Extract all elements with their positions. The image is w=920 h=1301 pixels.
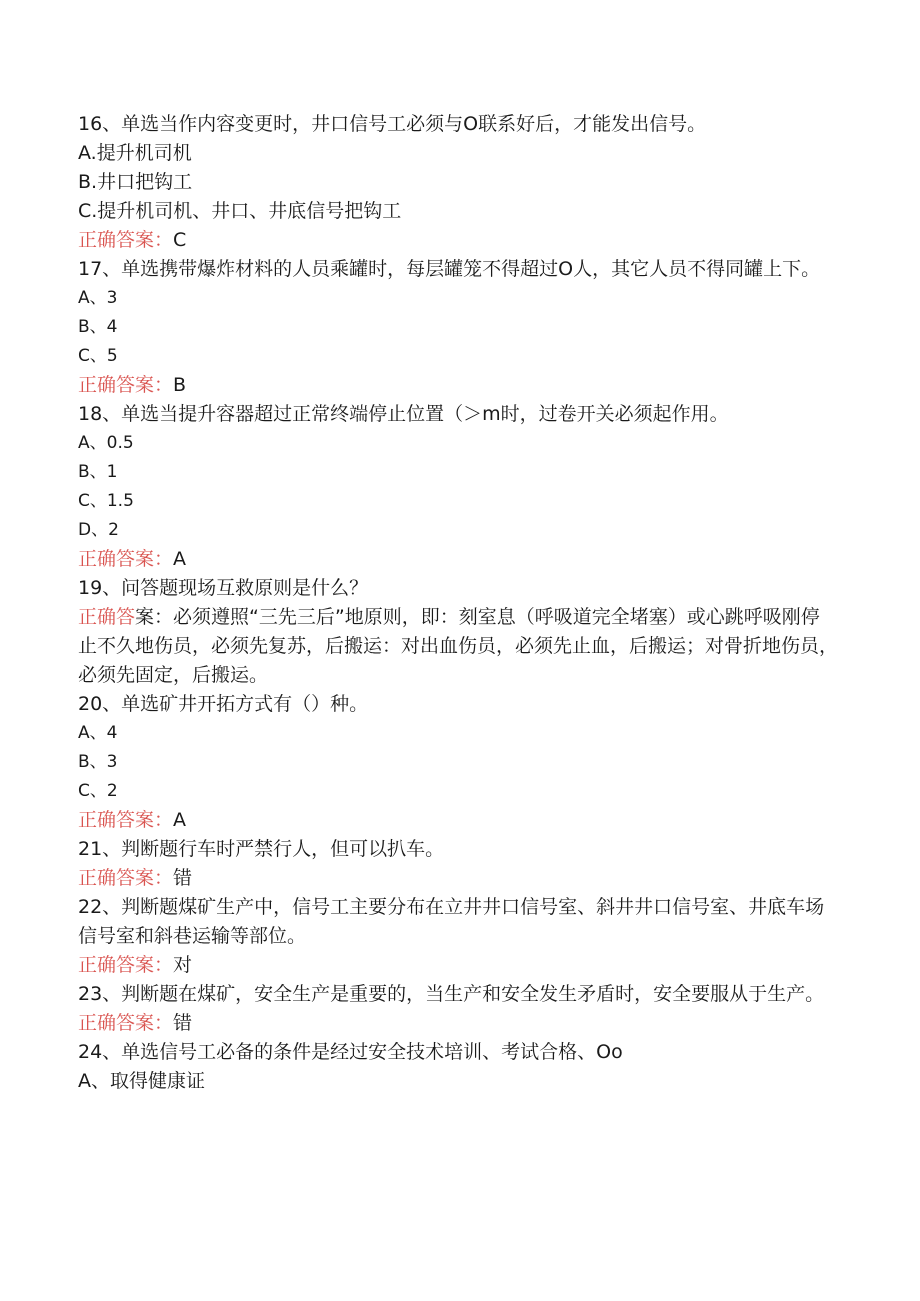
option-c: C、1.5 xyxy=(78,491,134,511)
question-20 xyxy=(78,690,838,835)
question-21 xyxy=(78,835,838,893)
option-b: B、1 xyxy=(78,462,118,482)
question-23 xyxy=(78,980,838,1038)
question-stem: 23、判断题在煤矿，安全生产是重要的，当生产和安全发生矛盾时，安全要服从于生产。 xyxy=(78,983,825,1005)
answer-line xyxy=(78,603,838,690)
question-stem: 20、单选矿井开拓方式有（）种。 xyxy=(78,693,369,715)
question-stem: 17、单选携带爆炸材料的人员乘罐时，每层罐笼不得超过O人，其它人员不得同罐上下。 xyxy=(78,258,821,280)
answer-label: 正确答案： xyxy=(78,548,174,570)
option-c: C、2 xyxy=(78,781,118,801)
question-17 xyxy=(78,255,838,400)
option-a: A、0.5 xyxy=(78,433,134,453)
answer-line xyxy=(78,806,838,835)
answer-value: A xyxy=(173,548,187,570)
option-b: B、4 xyxy=(78,317,118,337)
question-16 xyxy=(78,110,838,255)
answer-line xyxy=(78,371,838,400)
option-d: D、2 xyxy=(78,520,119,540)
answer-value: 对 xyxy=(173,954,193,976)
option-b: B、3 xyxy=(78,752,118,772)
option-a: A.提升机司机 xyxy=(78,142,192,164)
answer-label: 正确答案： xyxy=(78,374,174,396)
answer-value: 错 xyxy=(173,1012,193,1034)
question-24 xyxy=(78,1038,838,1096)
option-b: B.井口把钩工 xyxy=(78,171,193,193)
answer-label: 正确答案： xyxy=(78,1012,174,1034)
answer-label: 正确答 xyxy=(78,606,136,628)
option-c: C、5 xyxy=(78,346,118,366)
answer-line xyxy=(78,226,838,255)
answer-label: 正确答案： xyxy=(78,229,174,251)
answer-label: 正确答案： xyxy=(78,867,174,889)
answer-label: 正确答案： xyxy=(78,954,174,976)
question-stem: 22、判断题煤矿生产中，信号工主要分布在立井井口信号室、斜井井口信号室、井底车场信号室和斜巷运输等部位。 xyxy=(78,896,825,947)
question-19 xyxy=(78,574,838,690)
answer-line xyxy=(78,951,838,980)
question-18 xyxy=(78,400,838,574)
answer-line xyxy=(78,864,838,893)
option-a: A、3 xyxy=(78,288,118,308)
answer-value: 错 xyxy=(173,867,193,889)
question-stem: 21、判断题行车时严禁行人，但可以扒车。 xyxy=(78,838,445,860)
question-stem: 18、单选当提升容器超过正常终端停止位置（＞m时，过卷开关必须起作用。 xyxy=(78,403,729,425)
answer-value: A xyxy=(173,809,187,831)
answer-label: 正确答案： xyxy=(78,809,174,831)
option-a: A、取得健康证 xyxy=(78,1070,205,1092)
document-page xyxy=(78,110,838,1096)
answer-value: B xyxy=(173,374,187,396)
option-a: A、4 xyxy=(78,723,118,743)
option-c: C.提升机司机、井口、井底信号把钩工 xyxy=(78,200,402,222)
answer-value: C xyxy=(173,229,187,251)
question-stem: 24、单选信号工必备的条件是经过安全技术培训、考试合格、Oo xyxy=(78,1041,623,1063)
answer-value: 案：必须遵照“三先三后”地原则，即：刻室息（呼吸道完全堵塞）或心跳呼吸刚停止不久地伤员，必须先复苏，后搬运：对出血伤员，必须先止血，后搬运；对骨折地伤员，必须先固定，后搬运。 xyxy=(78,606,839,686)
question-stem: 19、问答题现场互救原则是什么？ xyxy=(78,577,369,599)
question-22 xyxy=(78,893,838,980)
question-stem: 16、单选当作内容变更时，井口信号工必须与O联系好后，才能发出信号。 xyxy=(78,113,707,135)
answer-line xyxy=(78,1009,838,1038)
answer-line xyxy=(78,545,838,574)
